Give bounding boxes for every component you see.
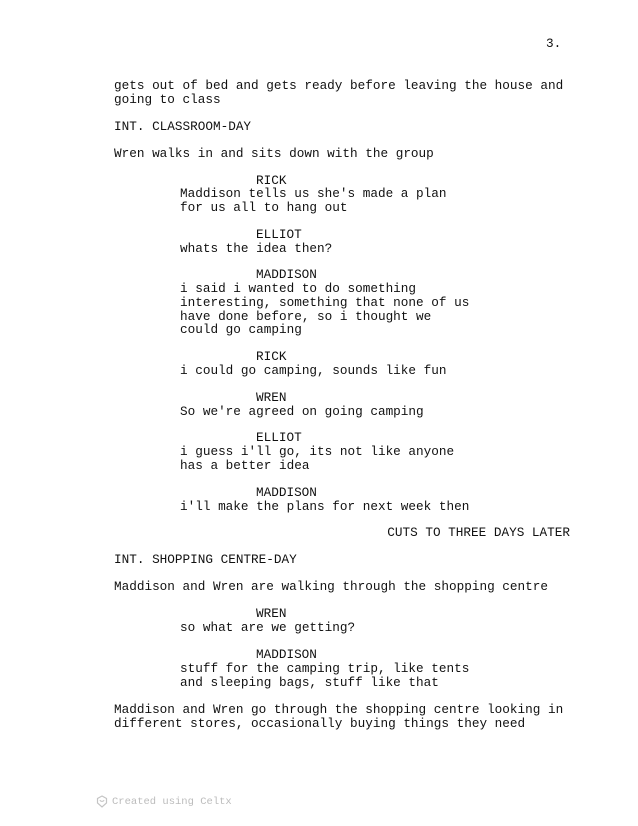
character-name: WREN	[256, 390, 287, 405]
action-line: Maddison and Wren are walking through the shopping centre	[114, 579, 548, 594]
page-number: 3.	[546, 36, 562, 51]
footer-watermark	[96, 795, 232, 808]
dialogue-line: i could go camping, sounds like fun	[180, 363, 447, 378]
character-name: MADDISON	[256, 267, 317, 282]
footer-text: Created using Celtx	[112, 795, 232, 808]
dialogue-line: So we're agreed on going camping	[180, 404, 424, 419]
dialogue-line: i guess i'll go, its not like anyone	[180, 444, 455, 459]
character-name: ELLIOT	[256, 227, 302, 242]
dialogue-line: have done before, so i thought we	[180, 309, 432, 324]
dialogue-line: i'll make the plans for next week then	[180, 499, 470, 514]
celtx-logo-icon	[96, 795, 108, 808]
dialogue-line: for us all to hang out	[180, 200, 348, 215]
action-line: different stores, occasionally buying things they need	[114, 716, 526, 731]
dialogue-line: and sleeping bags, stuff like that	[180, 675, 439, 690]
dialogue-line: Maddison tells us she's made a plan	[180, 186, 447, 201]
character-name: MADDISON	[256, 647, 317, 662]
scene-heading: INT. SHOPPING CENTRE-DAY	[114, 552, 297, 567]
dialogue-line: could go camping	[180, 322, 302, 337]
character-name: ELLIOT	[256, 430, 302, 445]
character-name: RICK	[256, 349, 287, 364]
dialogue-line: stuff for the camping trip, like tents	[180, 661, 470, 676]
character-name: RICK	[256, 173, 287, 188]
action-line: gets out of bed and gets ready before leaving the house and	[114, 78, 564, 93]
character-name: WREN	[256, 606, 287, 621]
action-line: Wren walks in and sits down with the group	[114, 146, 434, 161]
scene-heading: INT. CLASSROOM-DAY	[114, 119, 252, 134]
action-line: Maddison and Wren go through the shopping centre looking in	[114, 702, 564, 717]
dialogue-line: i said i wanted to do something	[180, 281, 417, 296]
dialogue-line: has a better idea	[180, 458, 310, 473]
transition: CUTS TO THREE DAYS LATER	[387, 525, 570, 540]
character-name: MADDISON	[256, 485, 317, 500]
dialogue-line: whats the idea then?	[180, 241, 333, 256]
action-line: going to class	[114, 92, 221, 107]
dialogue-line: so what are we getting?	[180, 620, 356, 635]
dialogue-line: interesting, something that none of us	[180, 295, 470, 310]
